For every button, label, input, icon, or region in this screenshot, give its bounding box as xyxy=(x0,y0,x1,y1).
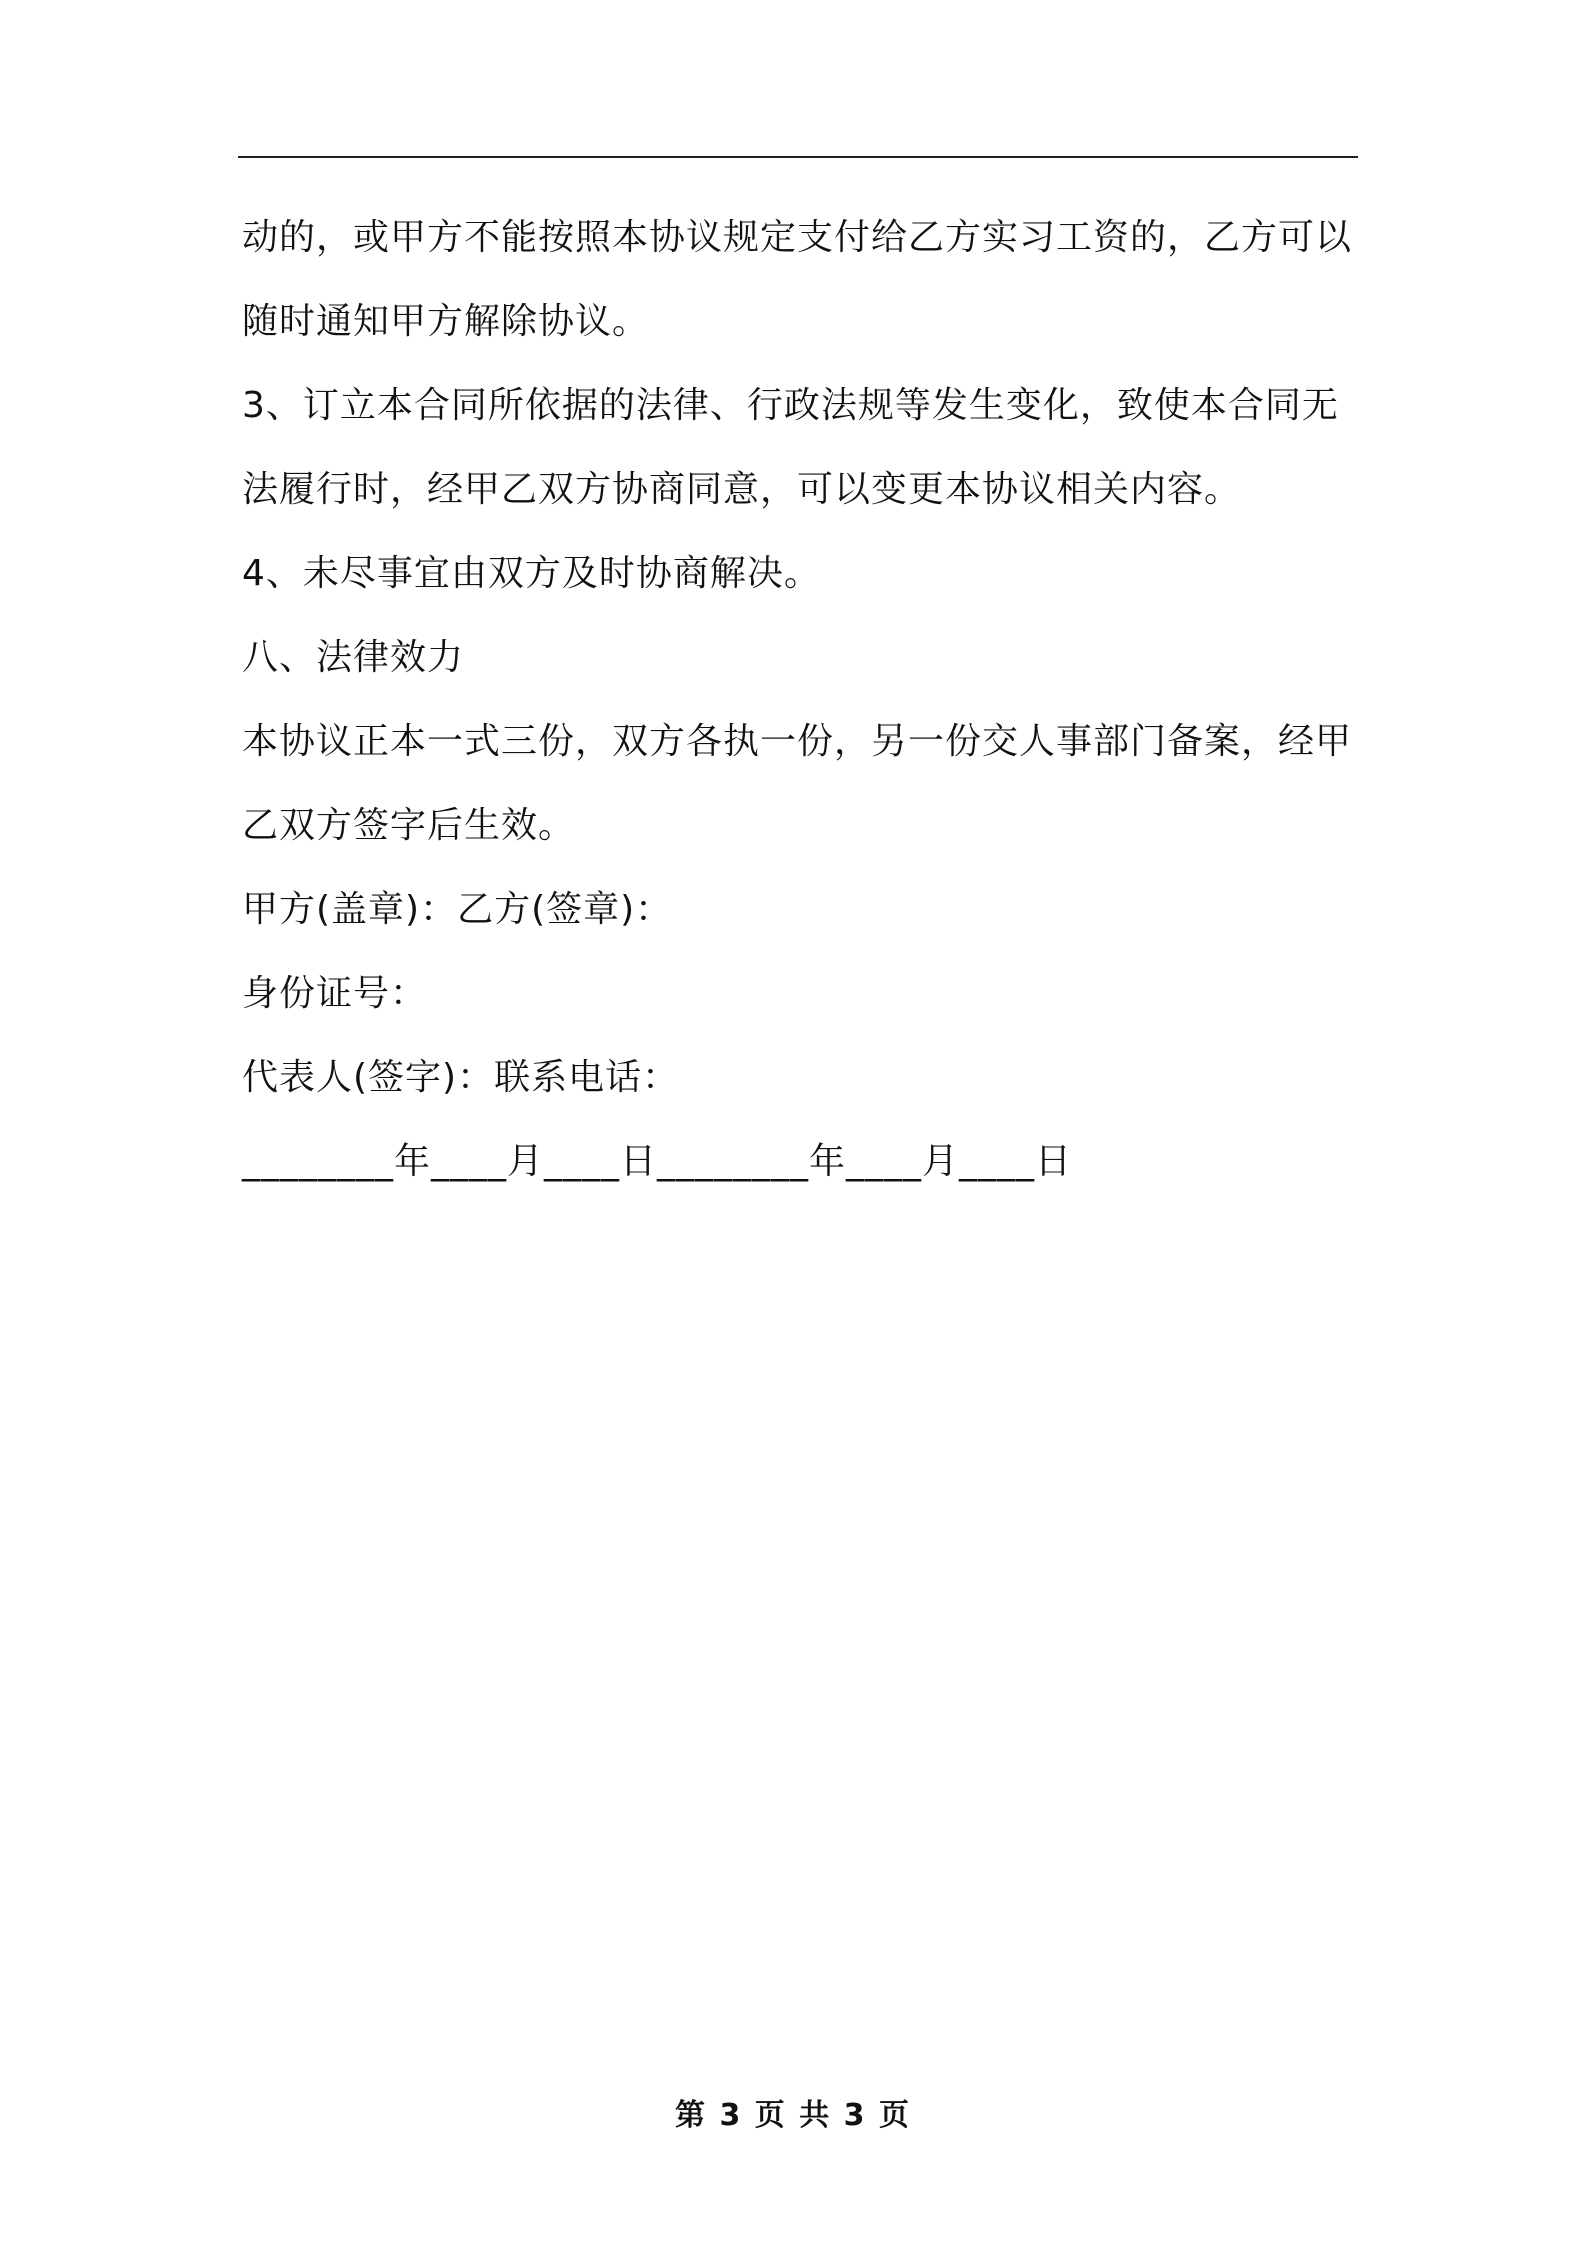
signature-parties-line: 甲方(盖章)：乙方(签章)： xyxy=(242,889,673,930)
legal-effect-line: 本协议正本一式三份，双方各执一份，另一份交人事部门备案，经甲 xyxy=(242,721,1353,762)
date-line: ________年____月____日________年____月____日 xyxy=(242,1141,1072,1182)
section-heading: 八、法律效力 xyxy=(242,637,465,678)
representative-line: 代表人(签字)：联系电话： xyxy=(242,1057,680,1098)
clause-4-line: 4、未尽事宜由双方及时协商解决。 xyxy=(242,553,821,594)
paragraph-line: 随时通知甲方解除协议。 xyxy=(242,301,650,342)
header-divider xyxy=(238,156,1358,158)
paragraph-line: 动的，或甲方不能按照本协议规定支付给乙方实习工资的，乙方可以 xyxy=(242,217,1353,258)
document-body xyxy=(242,196,1358,1204)
legal-effect-line: 乙双方签字后生效。 xyxy=(242,805,576,846)
clause-3-line: 法履行时，经甲乙双方协商同意，可以变更本协议相关内容。 xyxy=(242,469,1242,510)
id-number-line: 身份证号： xyxy=(242,973,428,1014)
page-number: 第 3 页 共 3 页 xyxy=(675,2098,911,2133)
clause-3-line: 3、订立本合同所依据的法律、行政法规等发生变化，致使本合同无 xyxy=(242,385,1339,426)
